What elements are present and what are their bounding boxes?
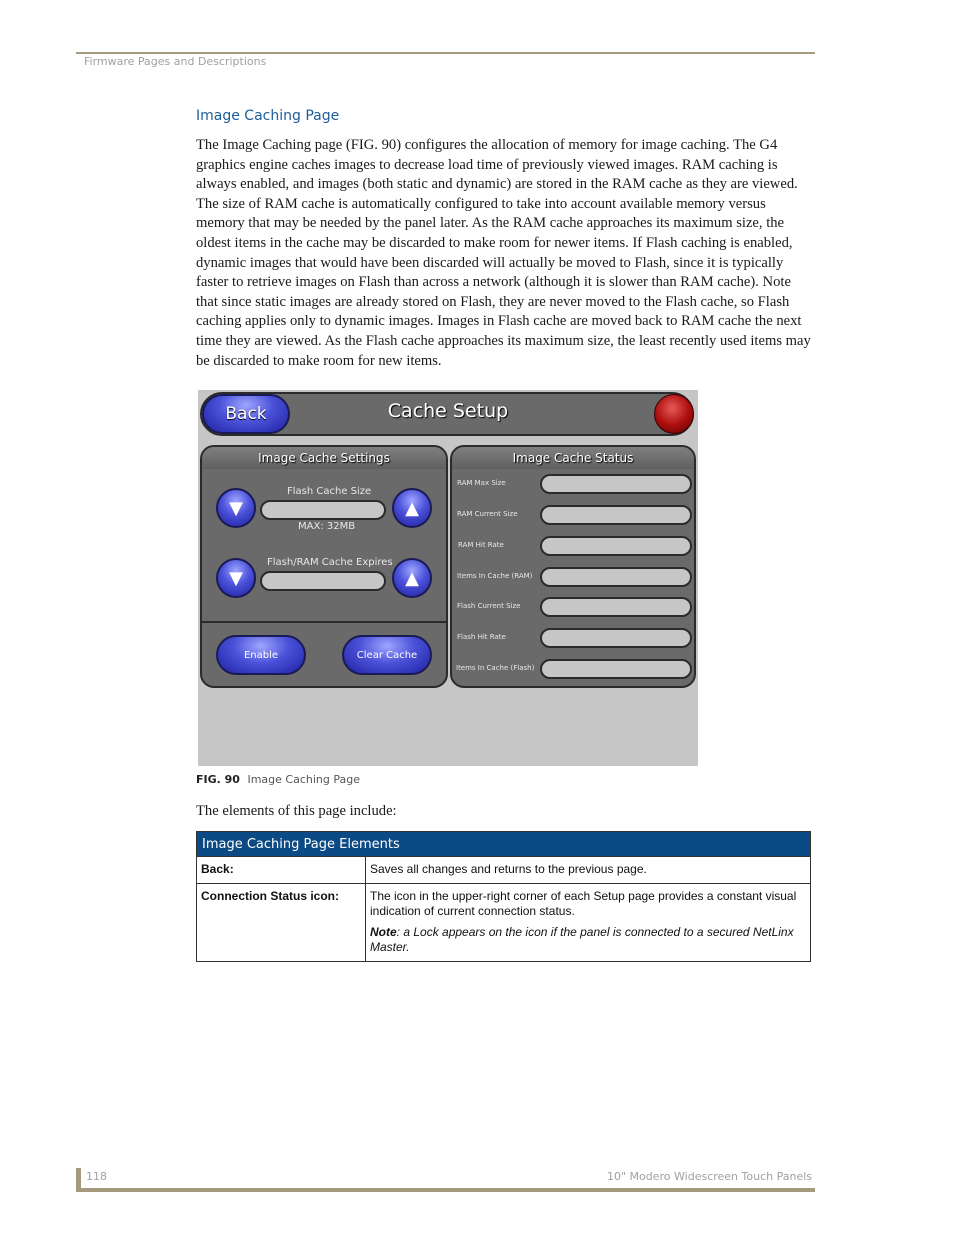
status-field-ram-max [540, 474, 692, 494]
table-desc-cell [366, 884, 811, 962]
footer-rule [76, 1188, 815, 1192]
status-label-flash-current: Flash Current Size [457, 602, 521, 610]
status-label-items-ram: Items In Cache (RAM) [457, 572, 533, 580]
section-title: Image Caching Page [196, 108, 340, 124]
status-label-items-flash: Items In Cache (Flash) [456, 664, 535, 672]
enable-button[interactable]: Enable [216, 635, 306, 675]
intro-paragraph: The Image Caching page (FIG. 90) configures the allocation of memory for image caching. The G4 graphics engine caches images to decrease load time of previously viewed images. RAM caching is always enabled, and images (both static and dynamic) are stored in the RAM cache as they are viewed. The size of RAM cache is automatically configured to take into account available memory versus memory that may be needed by the panel later. As the RAM cache approaches its maximum size, the oldest items in the cache may be discarded to make room for newer items. If Flash caching is enabled, dynamic images that would have been discarded will actually be moved to Flash, since it is typically faster to retrieve images on Flash than across a network (although it is slower than RAM cache). Note that since static images are already stored on Flash, they are never moved to the Flash cache, so Flash caching applies only to dynamic images. Images in Flash cache are moved back to RAM cache the next time they are viewed. As the Flash cache approaches its maximum size, the least recently used items may be discarded to make room for new items. [196, 137, 811, 369]
footer-title: 10" Modero Widescreen Touch Panels [606, 1170, 812, 1183]
status-label-ram-hit: RAM Hit Rate [458, 541, 504, 549]
elements-intro: The elements of this page include: [196, 803, 397, 819]
flash-size-up-button[interactable] [392, 488, 432, 528]
figure-caption [196, 773, 360, 786]
table-desc: The icon in the upper-right corner of each Setup page provides a constant visual indication of current connection status. [370, 889, 797, 918]
expires-up-button[interactable] [392, 558, 432, 598]
note-text: : a Lock appears on the icon if the panel is connected to a secured NetLinx Master. [370, 925, 794, 954]
screen-title: Cache Setup [387, 400, 509, 422]
clear-cache-button[interactable]: Clear Cache [342, 635, 432, 675]
table-term: Connection Status icon: [197, 884, 366, 962]
table-header: Image Caching Page Elements [197, 832, 811, 857]
table-note [370, 925, 806, 955]
table-row [197, 857, 811, 884]
connection-status-icon [654, 394, 694, 434]
table-desc: Saves all changes and returns to the previous page. [366, 857, 811, 884]
table-header-row [197, 832, 811, 857]
max-size-label: MAX: 32MB [298, 521, 356, 532]
up-arrow-icon: ▲ [405, 497, 419, 519]
up-arrow-icon: ▲ [405, 567, 419, 589]
status-field-items-ram [540, 567, 692, 587]
settings-panel-title: Image Cache Settings [202, 447, 446, 469]
flash-size-down-button[interactable] [216, 488, 256, 528]
expires-down-button[interactable] [216, 558, 256, 598]
figure-number: FIG. 90 [196, 773, 240, 786]
status-field-flash-hit [540, 628, 692, 648]
status-label-ram-max: RAM Max Size [457, 479, 506, 487]
flash-cache-size-field[interactable] [260, 500, 386, 520]
status-field-flash-current [540, 597, 692, 617]
cache-setup-figure [198, 390, 698, 766]
status-field-ram-hit [540, 536, 692, 556]
page-number: 118 [86, 1170, 107, 1183]
elements-table [196, 831, 811, 962]
down-arrow-icon: ▼ [229, 567, 243, 589]
status-label-ram-current: RAM Current Size [457, 510, 518, 518]
table-row [197, 884, 811, 962]
figure-caption-text: Image Caching Page [247, 773, 360, 786]
cache-expires-field[interactable] [260, 571, 386, 591]
back-button[interactable]: Back [202, 394, 290, 434]
status-field-ram-current [540, 505, 692, 525]
down-arrow-icon: ▼ [229, 497, 243, 519]
settings-divider [202, 621, 446, 623]
header-rule [76, 52, 815, 54]
status-label-flash-hit: Flash Hit Rate [457, 633, 506, 641]
cache-expires-label: Flash/RAM Cache Expires [267, 557, 393, 568]
note-label: Note [370, 925, 397, 939]
status-panel-title: Image Cache Status [452, 447, 694, 469]
running-header: Firmware Pages and Descriptions [84, 55, 267, 68]
table-term: Back: [197, 857, 366, 884]
flash-cache-size-label: Flash Cache Size [287, 486, 372, 497]
status-field-items-flash [540, 659, 692, 679]
